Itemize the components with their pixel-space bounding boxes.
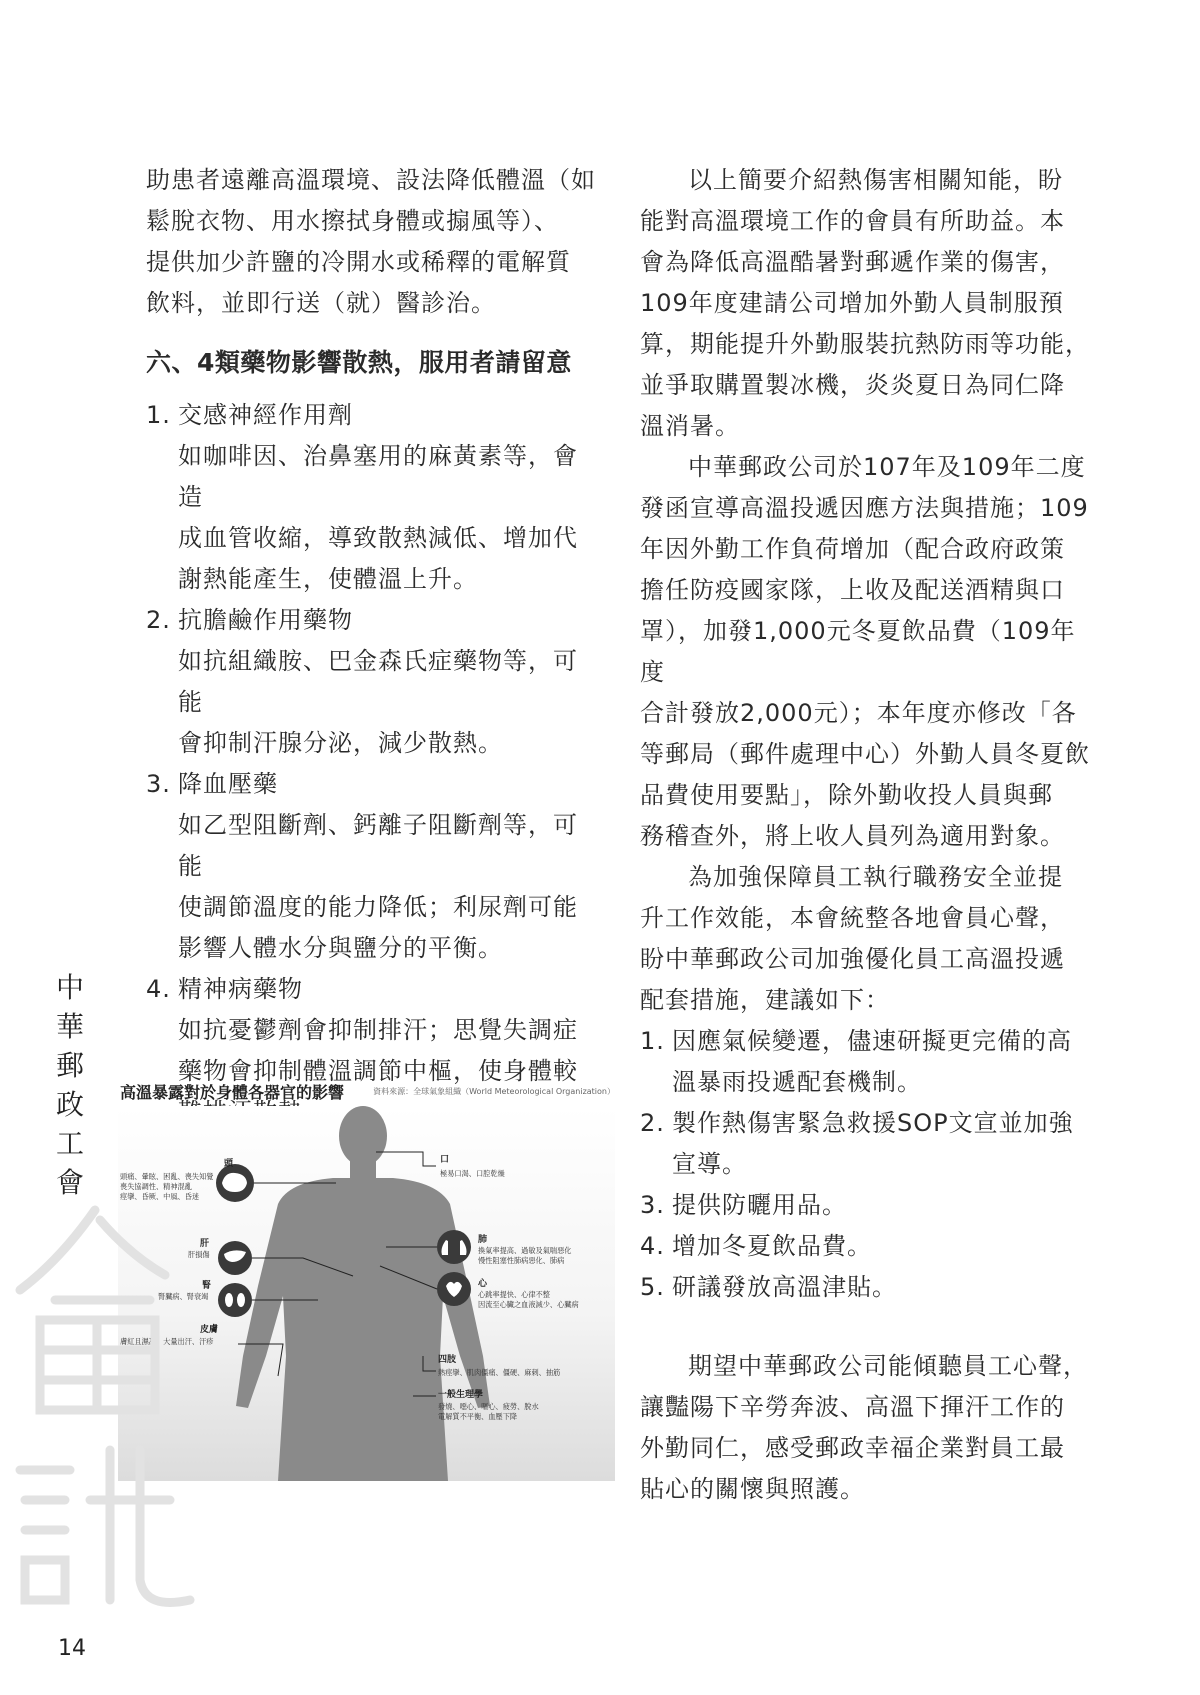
item-desc: 影響人體水分與鹽分的平衡。 — [178, 934, 503, 962]
item-desc: 會抑制汗腺分泌，減少散熱。 — [178, 729, 503, 757]
list-item — [146, 600, 602, 764]
item-text: 增加冬夏飲品費。 — [672, 1232, 872, 1260]
text-line: 會為降低高溫酷暑對郵遞作業的傷害， — [640, 248, 1065, 276]
text-line: 能對高溫環境工作的會員有所助益。本 — [640, 207, 1065, 235]
list-item — [146, 764, 602, 969]
paragraph — [640, 160, 1096, 447]
text-line: 升工作效能，本會統整各地會員心聲， — [640, 904, 1065, 932]
text-line: 年因外勤工作負荷增加（配合政府政策 — [640, 535, 1065, 563]
organ-desc-heart: 心跳率提快、心律不整 因流至心臟之血液減少、心臟病 — [478, 1290, 579, 1309]
paragraph — [640, 447, 1096, 857]
item-title: 降血壓藥 — [178, 770, 278, 798]
item-text: 研議發放高溫津貼。 — [672, 1273, 897, 1301]
item-text: 提供防曬用品。 — [672, 1191, 847, 1219]
text-line: 品費使用要點」，除外勤收投人員與郵 — [640, 781, 1053, 809]
page-number: 14 — [58, 1636, 86, 1661]
item-text: 宣導。 — [672, 1150, 747, 1178]
text-line: 為加強保障員工執行職務安全並提 — [688, 863, 1063, 891]
item-desc: 如乙型阻斷劑、鈣離子阻斷劑等，可能 — [178, 811, 578, 880]
text-line: 並爭取購置製冰機，炎炎夏日為同仁降 — [640, 371, 1065, 399]
text-line: 擔任防疫國家隊，上收及配送酒精與口 — [640, 576, 1065, 604]
spacer — [640, 1308, 1096, 1346]
figure-title: 高溫暴露對於身體各器官的影響 — [120, 1083, 345, 1102]
intro-line: 鬆脫衣物、用水擦拭身體或搧風等）、 — [146, 207, 559, 235]
text-line: 讓豔陽下辛勞奔波、高溫下揮汗工作的 — [640, 1393, 1065, 1421]
suggestion-list — [640, 1021, 1096, 1308]
item-text: 溫暴雨投遞配套機制。 — [672, 1068, 922, 1096]
organ-desc-head: 頭痛、暈眩、困亂、喪失知覺 喪失協調性、精神混亂 痙攣、昏厥、中風、昏迷 — [120, 1172, 214, 1201]
item-text: 製作熱傷害緊急救援SOP文宣並加強 — [672, 1109, 1074, 1137]
item-title: 交感神經作用劑 — [178, 401, 353, 429]
item-number: 2. — [640, 1109, 665, 1137]
organ-label-limbs: 四肢 — [438, 1355, 457, 1365]
text-line: 算，期能提升外勤服裝抗熱防雨等功能， — [640, 330, 1090, 358]
text-line: 109年度建請公司增加外勤人員制服預 — [640, 289, 1064, 317]
organ-desc-lungs: 換氣率提高、過敏及氣喘惡化 慢性阻塞性肺病惡化、肺病 — [478, 1246, 572, 1265]
list-item — [640, 1185, 1096, 1226]
text-line: 務稽查外，將上收人員列為適用對象。 — [640, 822, 1065, 850]
item-number: 1. — [146, 401, 171, 429]
text-line: 發函宣導高溫投遞因應方法與措施；109 — [640, 494, 1089, 522]
text-line: 貼心的關懷與照護。 — [640, 1475, 865, 1503]
text-line: 外勤同仁，感受郵政幸福企業對員工最 — [640, 1434, 1065, 1462]
list-item — [146, 395, 602, 600]
item-text: 因應氣候變遷，儘速研擬更完備的高 — [672, 1027, 1072, 1055]
intro-line: 助患者遠離高溫環境、設法降低體溫（如 — [146, 166, 596, 194]
kidneys-icon — [218, 1283, 252, 1317]
item-desc: 成血管收縮，導致散熱減低、增加代 — [178, 524, 578, 552]
item-number: 1. — [640, 1027, 665, 1055]
intro-line: 飲料，並即行送（就）醫診治。 — [146, 289, 496, 317]
text-line: 合計發放2,000元）；本年度亦修改「各 — [640, 699, 1077, 727]
organ-desc-general: 發燒、噁心、嘔心、疲勞、脫水 電解質不平衡、血壓下降 — [438, 1402, 539, 1421]
item-desc: 如抗組織胺、巴金森氏症藥物等，可能 — [178, 647, 578, 716]
item-number: 4. — [640, 1232, 665, 1260]
item-desc: 謝熱能產生，使體溫上升。 — [178, 565, 478, 593]
organ-label-lungs: 肺 — [478, 1235, 488, 1245]
item-title: 精神病藥物 — [178, 975, 303, 1003]
lungs-icon — [437, 1230, 471, 1264]
item-number: 2. — [146, 606, 171, 634]
organ-label-mouth: 口 — [440, 1155, 450, 1165]
text-line: 溫消暑。 — [640, 412, 740, 440]
left-column — [146, 160, 602, 1133]
organ-label-general: 一般生理學 — [438, 1390, 484, 1400]
list-item — [640, 1103, 1096, 1185]
text-line: 盼中華郵政公司加強優化員工高溫投遞 — [640, 945, 1065, 973]
organ-label-skin: 皮膚 — [200, 1325, 219, 1335]
list-item — [640, 1226, 1096, 1267]
item-number: 3. — [146, 770, 171, 798]
text-line: 罩），加發1,000元冬夏飲品費（109年度 — [640, 617, 1076, 686]
newsletter-watermark — [0, 1200, 200, 1624]
item-desc: 如抗憂鬱劑會抑制排汗；思覺失調症 — [178, 1016, 578, 1044]
item-number: 3. — [640, 1191, 665, 1219]
organ-desc-liver: 肝損傷 — [188, 1250, 210, 1259]
organ-desc-kidney: 腎臟病、腎衰竭 — [158, 1292, 209, 1301]
item-desc: 如咖啡因、治鼻塞用的麻黃素等，會造 — [178, 442, 578, 511]
organ-label-liver: 肝 — [200, 1239, 210, 1249]
organ-desc-mouth: 極易口渴、口腔乾燥 — [440, 1169, 505, 1178]
text-line: 等郵局（郵件處理中心）外勤人員冬夏飲 — [640, 740, 1090, 768]
organ-desc-skin: 膚紅且濕冷、大量出汗、汗疹 — [120, 1337, 214, 1346]
organ-label-heart: 心 — [478, 1279, 488, 1289]
paragraph — [640, 857, 1096, 1021]
watermark-calligraphy-icon — [0, 1200, 200, 1620]
item-number: 5. — [640, 1273, 665, 1301]
figure-source: 資料來源：全球氣象組織（World Meteorological Organization） — [373, 1087, 615, 1096]
organ-label-head: 頭 — [224, 1159, 234, 1169]
union-name-vertical: 中 華 郵 政 工 會 — [55, 971, 84, 1199]
item-number: 4. — [146, 975, 171, 1003]
right-column — [640, 160, 1096, 1510]
item-title: 抗膽鹼作用藥物 — [178, 606, 353, 634]
intro-line: 提供加少許鹽的冷開水或稀釋的電解質 — [146, 248, 571, 276]
paragraph — [640, 1346, 1096, 1510]
list-item — [640, 1267, 1096, 1308]
text-line: 配套措施，建議如下： — [640, 986, 890, 1014]
organ-label-kidney: 腎 — [202, 1281, 212, 1291]
text-line: 以上簡要介紹熱傷害相關知能，盼 — [688, 166, 1063, 194]
text-line: 中華郵政公司於107年及109年二度 — [688, 453, 1086, 481]
text-line: 期望中華郵政公司能傾聽員工心聲， — [688, 1352, 1088, 1380]
organ-desc-limbs: 熱痙攣、肌肉僵痛、僵硬、麻刺、抽筋 — [438, 1368, 561, 1377]
list-item — [640, 1021, 1096, 1103]
item-desc: 使調節溫度的能力降低；利尿劑可能 — [178, 893, 578, 921]
section-heading: 六、4類藥物影響散熱，服用者請留意 — [146, 348, 572, 377]
item-desc: 藥物會抑制體溫調節中樞，使身體較 — [178, 1057, 578, 1085]
